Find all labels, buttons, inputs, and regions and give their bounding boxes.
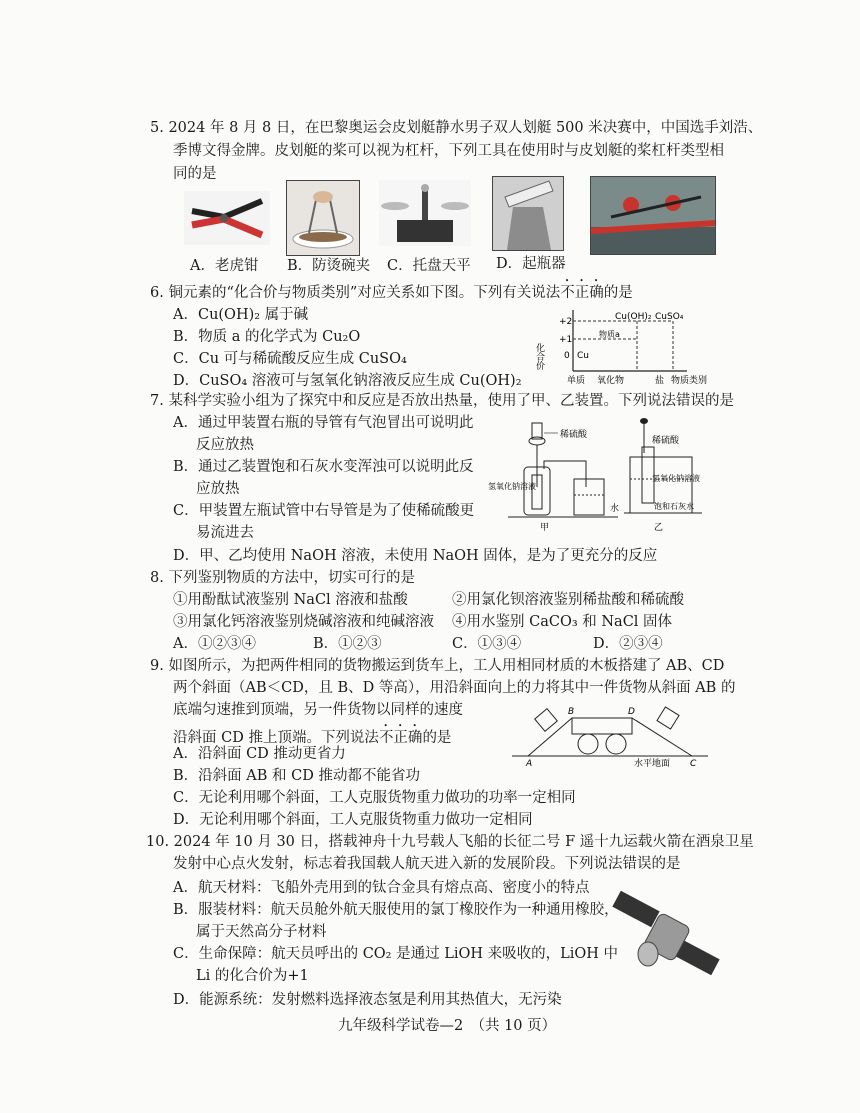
q8-option-a: A．①②③④ [173, 636, 256, 652]
q9-option-a: A．沿斜面 CD 推动更省力 [173, 746, 346, 762]
incline-label-b: B [568, 707, 575, 717]
valence-xlabel-category: 物质类别 [671, 376, 708, 386]
q8-option-b: B．①②③ [313, 636, 382, 652]
incline-label-a: A [526, 759, 533, 769]
q5-option-a: A．老虎钳 [190, 258, 259, 274]
q5-option-c: C．托盘天平 [387, 258, 471, 274]
valence-point-cuso4: CuSO₄ [655, 312, 684, 322]
q7-option-b2: 应放热 [196, 481, 240, 497]
apparatus-label-jia: 甲 [540, 523, 550, 533]
q7-option-d: D．甲、乙均使用 NaOH 溶液，未使用 NaOH 固体，是为了更充分的反应 [173, 548, 658, 564]
valence-xlabel-salt: 盐 [655, 376, 665, 386]
bottle-opener-icon [492, 176, 564, 251]
q10-option-b1: B．服装材料：航天员舱外航天服使用的氯丁橡胶作为一种通用橡胶， [173, 902, 619, 918]
q8-method-3: ③用氯化钙溶液鉴别烧碱溶液和纯碱溶液 [173, 614, 434, 630]
q10-option-b2: 属于天然高分子材料 [196, 924, 327, 940]
q10-option-a: A．航天材料：飞船外壳用到的钛合金具有熔点高、密度小的特点 [173, 880, 590, 896]
q9-line3: 底端匀速推到顶端，另一件货物以同样的速度 [173, 702, 463, 718]
q9-option-c: C．无论利用哪个斜面，工人克服货物重力做功的功率一定相同 [173, 790, 576, 806]
valence-tick-plus2: +2 [559, 317, 573, 327]
q5-line1: 5. 2024 年 8 月 8 日，在巴黎奥运会皮划艇静水男子双人划艇 500 米决赛中，中国选手刘浩、 [150, 120, 763, 136]
apparatus-limewater: 饱和石灰水 [654, 502, 694, 511]
apparatus-acid-right: 稀硫酸 [652, 436, 680, 446]
apparatus-acid-left: 稀硫酸 [560, 430, 588, 440]
q8-option-d: D．②③④ [593, 636, 663, 652]
valence-point-a: 物质a [599, 330, 620, 339]
q10-option-d: D．能源系统：发射燃料选择液态氢是利用其热值大，无污染 [173, 992, 562, 1008]
page-footer: 九年级科学试卷—2 （共 10 页） [338, 1018, 557, 1034]
valence-xlabel-oxide: 氧化物 [597, 376, 625, 386]
q10-option-c1: C．生命保障：航天员呼出的 CO₂ 是通过 LiOH 来吸收的，LiOH 中 [173, 946, 619, 962]
valence-diagram [534, 305, 717, 387]
q8-stem: 8. 下列鉴别物质的方法中，切实可行的是 [150, 570, 415, 586]
q7-option-c2: 易流进去 [196, 525, 254, 541]
q7-option-b1: B．通过乙装置饱和石灰水变浑浊可以说明此反 [173, 459, 474, 475]
incline-figure [512, 700, 710, 769]
valence-tick-zero: 0 [564, 351, 570, 361]
valence-ylabel: 化合价 [534, 343, 544, 370]
incline-ground-label: 水平地面 [634, 759, 671, 769]
q6-stem: 6. 铜元素的“化合价与物质类别”对应关系如下图。下列有关说法不正确的是 [150, 285, 633, 301]
valence-point-cuoh2: Cu(OH)₂ [615, 312, 652, 322]
q5-option-d: D．起瓶器 [496, 256, 566, 272]
valence-point-cu: Cu [577, 351, 589, 361]
valence-xlabel-element: 单质 [567, 376, 586, 386]
q10-line1: 10. 2024 年 10 月 30 日，搭载神舟十九号载人飞船的长征二号 F 遥十九运载火箭在酒泉卫星 [146, 834, 754, 850]
q7-option-c1: C．甲装置左瓶试管中右导管是为了使稀硫酸更 [173, 503, 475, 519]
q9-line2: 两个斜面（AB＜CD，且 B、D 等高），用沿斜面向上的力将其中一件货物从斜面 AB 的 [173, 680, 736, 696]
q8-option-c: C．①③④ [452, 636, 522, 652]
incline-label-d: D [628, 707, 635, 717]
q5-line3: 同的是 [173, 166, 217, 182]
apparatus-water: 水 [610, 504, 620, 514]
canoe-photo [590, 176, 716, 255]
q7-option-a1: A．通过甲装置右瓶的导管有气泡冒出可说明此 [173, 415, 474, 431]
q6-option-d: D．CuSO₄ 溶液可与氢氧化钠溶液反应生成 Cu(OH)₂ [173, 373, 522, 389]
apparatus-naoh-right: 氢氧化钠溶液 [652, 474, 700, 483]
q10-line2: 发射中心点火发射，标志着我国载人航天进入新的发展阶段。下列说法错误的是 [173, 856, 681, 872]
q9-option-b: B．沿斜面 AB 和 CD 推动都不能省功 [173, 768, 420, 784]
apparatus-label-yi: 乙 [654, 523, 664, 533]
bowl-clip-icon [286, 180, 360, 256]
q5-option-b: B．防烫碗夹 [287, 258, 371, 274]
spacecraft-icon [610, 892, 722, 982]
q9-line1: 9. 如图所示，为把两件相同的货物搬运到货车上，工人用相同材质的木板搭建了 AB、CD [150, 658, 725, 674]
q10-option-c2: Li 的化合价为+1 [196, 968, 309, 984]
q9-option-d: D．无论利用哪个斜面，工人克服货物重力做功一定相同 [173, 812, 533, 828]
apparatus-naoh-left: 氢氧化钠溶液 [488, 482, 536, 491]
q8-method-4: ④用水鉴别 CaCO₃ 和 NaCl 固体 [452, 614, 673, 630]
balance-scale-icon [379, 180, 471, 246]
q8-method-2: ②用氯化钡溶液鉴别稀盐酸和稀硫酸 [452, 592, 684, 608]
q9-line4: 沿斜面 CD 推上顶端。下列说法不正确的是 [173, 730, 452, 746]
q6-option-c: C．Cu 可与稀硫酸反应生成 CuSO₄ [173, 351, 407, 367]
q5-line2: 季博文得金牌。皮划艇的桨可以视为杠杆，下列工具在使用时与皮划艇的桨杠杆类型相 [173, 143, 724, 159]
q7-stem: 7. 某科学实验小组为了探究中和反应是否放出热量，使用了甲、乙装置。下列说法错误的是 [150, 393, 734, 409]
q6-option-a: A．Cu(OH)₂ 属于碱 [173, 307, 309, 323]
pliers-icon [184, 191, 270, 245]
q6-option-b: B．物质 a 的化学式为 Cu₂O [173, 329, 361, 345]
q8-method-1: ①用酚酞试液鉴别 NaCl 溶液和盐酸 [173, 592, 408, 608]
apparatus-figure [488, 417, 728, 537]
valence-tick-plus1: +1 [559, 335, 573, 345]
incline-label-c: C [690, 759, 697, 769]
q7-option-a2: 反应放热 [196, 437, 254, 453]
